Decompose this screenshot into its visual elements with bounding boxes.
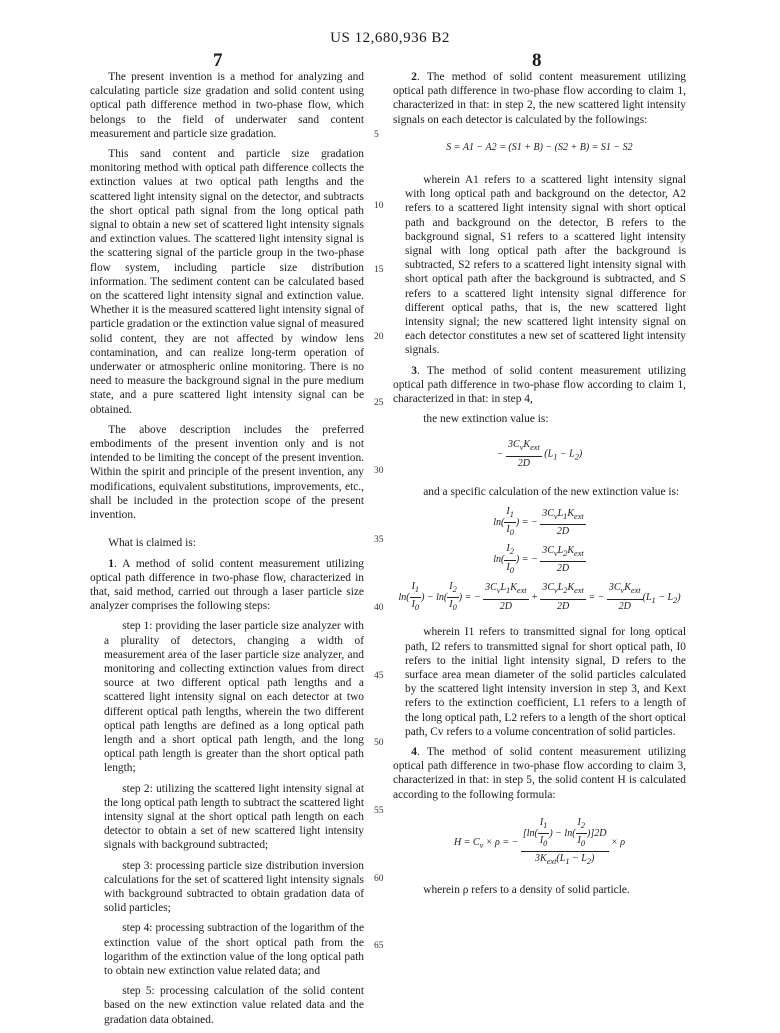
step-5: step 5: processing calculation of the solid content based on the new extinction value related data and the gradation data obtained. (104, 985, 364, 1026)
equation-solid-content: $H = C_v \times \rho$ = − [ln( $\frac{I_1}{I_0}$ ) − ln( $\frac{I_2}{I_0}$ )]2D $3K_{ext}(L_1 - L_2)$ × ρ (453, 816, 626, 867)
line-number: 60 (374, 874, 384, 884)
claim-3-definitions: wherein I1 refers to transmitted signal for long optical path, I2 refers to transmitted signal for short optical path, I0 refers to the initial light intensity signal, D refers to the surface area mean diameter of the solid particles calculated by the scattered light intensity inversion in step 3, and Kext refers to the extinction coefficient, L1 refers to a length of the long optical path, L2 refers to a length of the short optical path, Cv refers to a volume concentration of solid particles. (405, 626, 686, 738)
line-number: 20 (374, 332, 384, 342)
left-page-number: 7 (213, 50, 223, 71)
claim-2-definitions: wherein A1 refers to a scattered light intensity signal with long optical path and background on the detector, A2 refers to a scattered light intensity signal with short optical path and background on the detector, B refers to the background signal, S1 refers to a scattered light intensity signal with long optical path after the background is subtracted, S2 refers to a scattered light intensity signal with short optical path after the background is subtracted, and S refers to a scattered light intensity signal difference for different optical paths, that is, the new scattered light intensity signal; the new scattered light intensity signal on each detector constitutes a new set of scattered light intensity signals. (405, 174, 686, 357)
equation-scattered-difference: S = A1 − A2 = (S1 + B) − (S2 + B) = S1 − S2 (446, 141, 633, 153)
line-number: 45 (374, 671, 384, 681)
method-paragraph: This sand content and particle size gradation monitoring method with optical path difference collects the extinction values at two optical path lengths and the scattered light intensity signal on the detector, and subtracts the short optical path signal from the long optical path signal to obtain a new set of scattered light intensity signals and extinction values. The scattered light intensity signal is the scattering signal of the particle group in the two-phase flow system, including particle size distribution information. The sediment content can be calculated based on the scattered light intensity signal and extinction value. Whether it is the measured scattered light intensity signal of particle gradation or the extinction value signal of measured solid content, they are not affected by window lens contamination, and can realize long-term operation of underwater or atmospheric online monitoring. There is no need to measure the background signal in the pure medium state, and a pure scattered light intensity signal can be obtained. (90, 148, 364, 416)
claim-2: 2. The method of solid content measurement utilizing optical path difference in two-phase flow according to claim 1, characterized in that: in step 2, the new scattered light intensity signals on each detector is calculated by the followings: (393, 71, 686, 126)
right-page-number: 8 (532, 50, 542, 71)
claim-3-calc-lead: and a specific calculation of the new extinction value is: (423, 485, 680, 498)
line-number: 35 (374, 535, 384, 545)
line-number: 55 (374, 806, 384, 816)
left-column (90, 70, 364, 1033)
line-number: 30 (374, 466, 384, 476)
line-number: 40 (374, 603, 384, 613)
intro-paragraph: The present invention is a method for analyzing and calculating particle size gradation and solid content using optical path difference method in two-phase flow, which belongs to the field of underwater sand content measurement and particle size gradation. (90, 71, 364, 140)
claim-1-steps (90, 619, 364, 1026)
step-1: step 1: providing the laser particle size analyzer with a plurality of detectors, changing a width of measurement area of the laser particle size analyzer, and monitoring and collecting extinction values from direct source at two different optical path lengths and a scattered light intensity signal on each detector at two different optical path lengths, wherein the two different optical path lengths are defined as a long optical path length and a short optical path length, and the long optical path length is greater than the short optical path length; (104, 620, 364, 775)
patent-number: US 12,680,936 B2 (330, 30, 450, 46)
step-3: step 3: processing particle size distribution inversion calculations for the set of scattered light intensity signals with background subtracted to obtain gradation data of solid particles; (104, 859, 364, 915)
scope-paragraph: The above description includes the preferred embodiments of the present invention only and is not intended to be limiting the concept of the present invention. Within the spirit and principle of the present invention, any modifications, equivalent substitutions, improvements, etc., shall be included in the protection scope of the present invention. (90, 423, 364, 522)
equation-extinction-system: ln( $\frac{I_1}{I_0}$ ) = − $\frac{3C_vL_1K_{ext}}{2D}$ ln( $\frac{I_2}{I_0}$ ) = − $\frac{3C_vL_2K_{ext}}{2D}$ ln( $\frac{I_1}{I_0}$ ) − ln( $\frac{I_2}{I_0}$ ) = − $\frac{3C_vL_1K_{ext}}{2D}$ + $\frac{3C_vL_2K_{ext}}{2D}$ = − $\frac{3C_vK_{ext}}{2D}$ $(L_1 - L_2)$ (398, 506, 681, 613)
line-number: 25 (374, 398, 384, 408)
claim-4-definition: wherein ρ refers to a density of solid particle. (423, 884, 630, 897)
claim-1: 1. A method of solid content measurement utilizing optical path difference in two-phase flow, characterized in that, said method, carried out through a laser particle size analyzer comprises the following steps: (90, 557, 364, 613)
step-2: step 2: utilizing the scattered light intensity signal at the long optical path length to subtract the scattered light intensity signal at the short optical path length on each detector to obtain a set of new scattered light intensity signals with background subtracted; (104, 782, 364, 852)
step-4: step 4: processing subtraction of the logarithm of the extinction value of the short optical path from the logarithm of the extinction value of the long optical path to obtain new extinction value related data; and (104, 922, 364, 977)
line-number: 5 (374, 130, 379, 140)
line-number: 10 (374, 201, 384, 211)
equation-new-extinction: − $\frac{3C_vK_{ext}}{2D}$ $(L_1 - L_2)$ (496, 439, 583, 469)
right-column (393, 70, 686, 904)
line-number: 65 (374, 941, 384, 951)
claim-4: 4. The method of solid content measurement utilizing optical path difference in two-phase flow according to claim 3, characterized in that: in step 5, the solid content H is calculated according to the following formula: (393, 745, 686, 801)
claim-3-lead: the new extinction value is: (423, 413, 549, 426)
line-number: 50 (374, 738, 384, 748)
line-number: 15 (374, 265, 384, 275)
claim-3: 3. The method of solid content measurement utilizing optical path difference in two-phase flow according to claim 1, characterized in that: in step 4, (393, 364, 686, 406)
claims-heading: What is claimed is: (108, 537, 196, 550)
